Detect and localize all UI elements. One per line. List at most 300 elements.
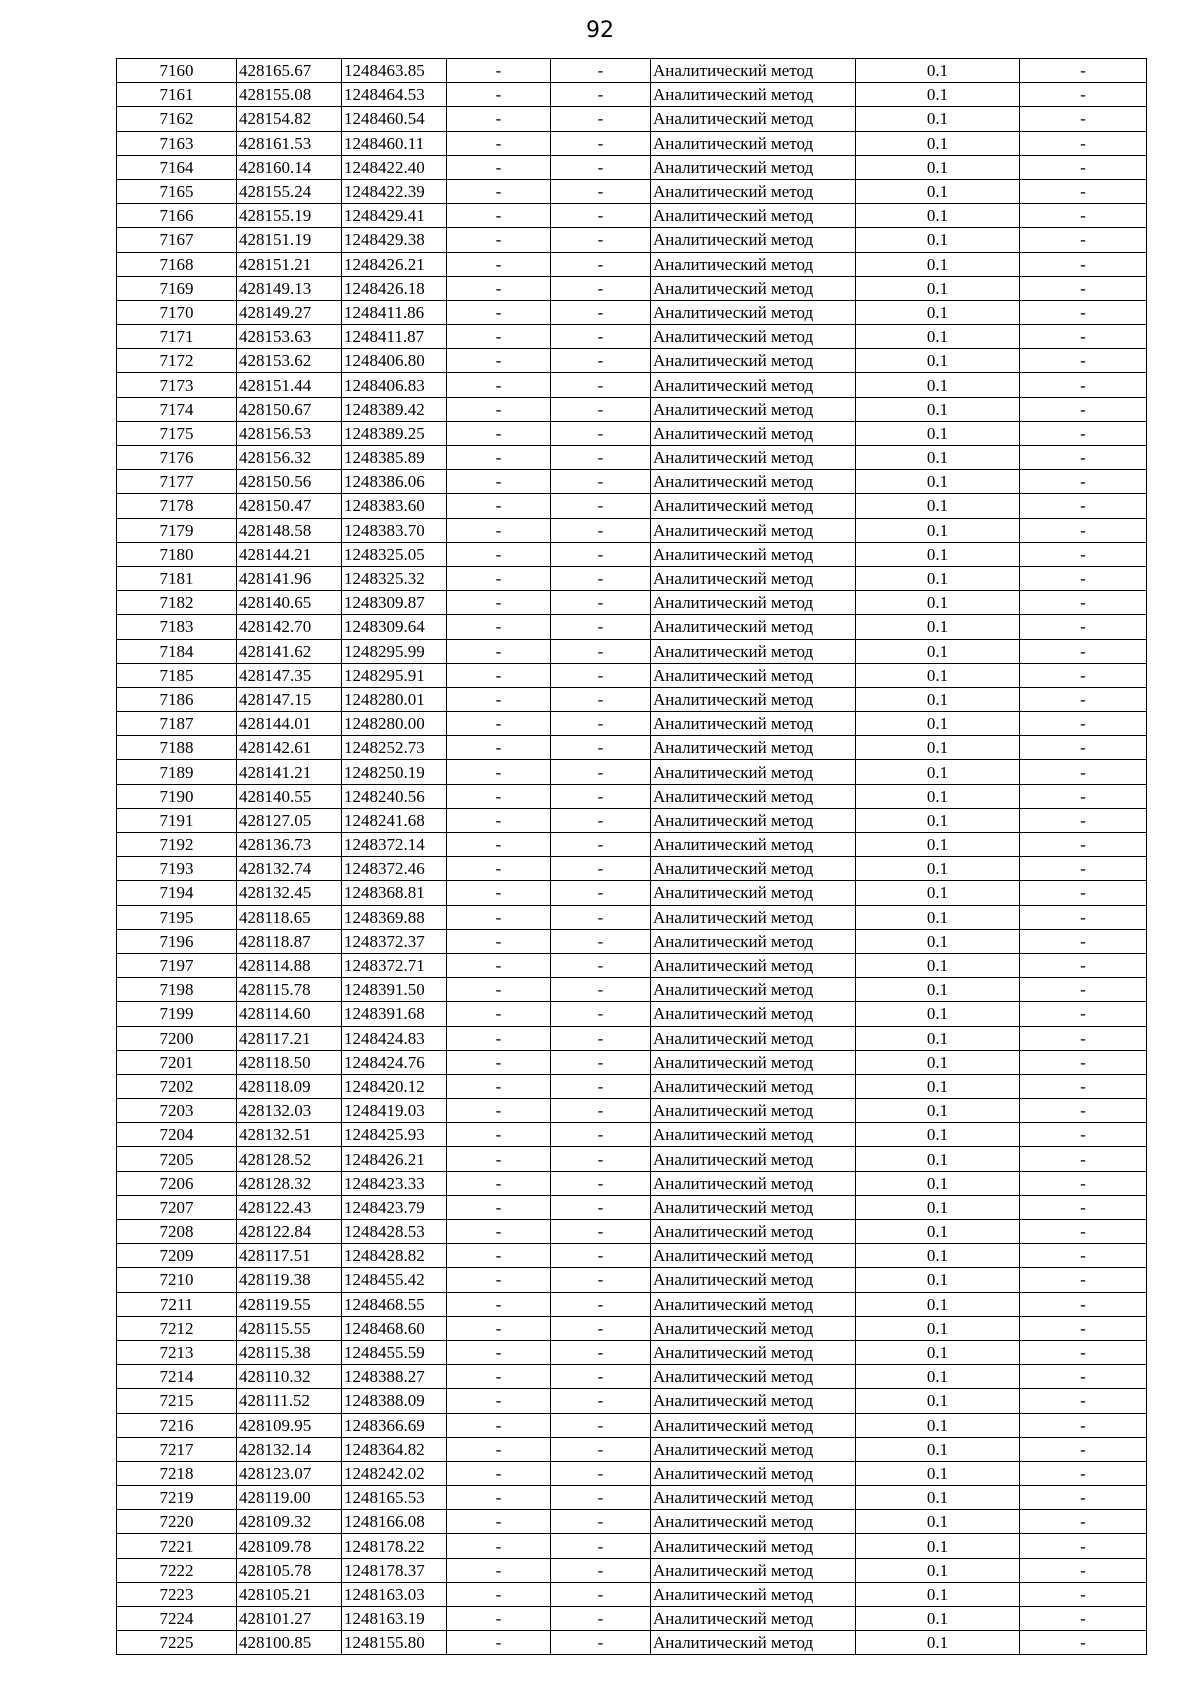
empty-value-cell: - (551, 808, 651, 832)
method-cell: Аналитический метод (651, 591, 856, 615)
y-coordinate-cell: 1248419.03 (342, 1099, 447, 1123)
point-number-cell: 7200 (117, 1026, 237, 1050)
y-coordinate-cell: 1248385.89 (342, 446, 447, 470)
empty-value-cell: - (447, 300, 551, 324)
accuracy-cell: 0.1 (856, 1534, 1020, 1558)
accuracy-cell: 0.1 (856, 978, 1020, 1002)
point-number-cell: 7224 (117, 1607, 237, 1631)
empty-value-cell: - (551, 1365, 651, 1389)
accuracy-cell: 0.1 (856, 373, 1020, 397)
accuracy-cell: 0.1 (856, 1413, 1020, 1437)
empty-value-cell: - (447, 1437, 551, 1461)
empty-value-cell: - (551, 1437, 651, 1461)
point-number-cell: 7172 (117, 349, 237, 373)
y-coordinate-cell: 1248240.56 (342, 784, 447, 808)
accuracy-cell: 0.1 (856, 494, 1020, 518)
point-number-cell: 7190 (117, 784, 237, 808)
empty-value-cell: - (447, 325, 551, 349)
accuracy-cell: 0.1 (856, 639, 1020, 663)
accuracy-cell: 0.1 (856, 1268, 1020, 1292)
x-coordinate-cell: 428144.21 (237, 542, 342, 566)
empty-value-cell: - (1020, 470, 1147, 494)
y-coordinate-cell: 1248463.85 (342, 59, 447, 83)
table-row (117, 1244, 1147, 1268)
empty-value-cell: - (551, 687, 651, 711)
empty-value-cell: - (1020, 1316, 1147, 1340)
empty-value-cell: - (447, 1002, 551, 1026)
table-row (117, 687, 1147, 711)
method-cell: Аналитический метод (651, 1510, 856, 1534)
empty-value-cell: - (447, 1558, 551, 1582)
method-cell: Аналитический метод (651, 179, 856, 203)
x-coordinate-cell: 428156.53 (237, 421, 342, 445)
point-number-cell: 7176 (117, 446, 237, 470)
point-number-cell: 7161 (117, 83, 237, 107)
point-number-cell: 7170 (117, 300, 237, 324)
y-coordinate-cell: 1248163.19 (342, 1607, 447, 1631)
empty-value-cell: - (551, 1558, 651, 1582)
x-coordinate-cell: 428132.45 (237, 881, 342, 905)
y-coordinate-cell: 1248383.70 (342, 518, 447, 542)
table-row (117, 1510, 1147, 1534)
x-coordinate-cell: 428148.58 (237, 518, 342, 542)
accuracy-cell: 0.1 (856, 687, 1020, 711)
empty-value-cell: - (447, 1074, 551, 1098)
x-coordinate-cell: 428160.14 (237, 155, 342, 179)
y-coordinate-cell: 1248429.41 (342, 204, 447, 228)
y-coordinate-cell: 1248420.12 (342, 1074, 447, 1098)
y-coordinate-cell: 1248426.21 (342, 1147, 447, 1171)
point-number-cell: 7163 (117, 131, 237, 155)
point-number-cell: 7206 (117, 1171, 237, 1195)
empty-value-cell: - (447, 1316, 551, 1340)
empty-value-cell: - (1020, 663, 1147, 687)
table-row (117, 325, 1147, 349)
method-cell: Аналитический метод (651, 687, 856, 711)
x-coordinate-cell: 428151.44 (237, 373, 342, 397)
method-cell: Аналитический метод (651, 276, 856, 300)
empty-value-cell: - (1020, 905, 1147, 929)
empty-value-cell: - (447, 1195, 551, 1219)
empty-value-cell: - (447, 1582, 551, 1606)
x-coordinate-cell: 428115.78 (237, 978, 342, 1002)
x-coordinate-cell: 428155.24 (237, 179, 342, 203)
empty-value-cell: - (551, 1389, 651, 1413)
method-cell: Аналитический метод (651, 712, 856, 736)
accuracy-cell: 0.1 (856, 542, 1020, 566)
empty-value-cell: - (551, 155, 651, 179)
empty-value-cell: - (1020, 1147, 1147, 1171)
empty-value-cell: - (551, 59, 651, 83)
empty-value-cell: - (447, 494, 551, 518)
y-coordinate-cell: 1248386.06 (342, 470, 447, 494)
empty-value-cell: - (1020, 1461, 1147, 1485)
y-coordinate-cell: 1248325.05 (342, 542, 447, 566)
empty-value-cell: - (447, 1607, 551, 1631)
method-cell: Аналитический метод (651, 107, 856, 131)
table-row (117, 857, 1147, 881)
y-coordinate-cell: 1248252.73 (342, 736, 447, 760)
empty-value-cell: - (1020, 228, 1147, 252)
empty-value-cell: - (447, 736, 551, 760)
empty-value-cell: - (1020, 1534, 1147, 1558)
x-coordinate-cell: 428150.67 (237, 397, 342, 421)
empty-value-cell: - (1020, 1050, 1147, 1074)
empty-value-cell: - (447, 1340, 551, 1364)
empty-value-cell: - (447, 1510, 551, 1534)
method-cell: Аналитический метод (651, 1171, 856, 1195)
point-number-cell: 7217 (117, 1437, 237, 1461)
method-cell: Аналитический метод (651, 663, 856, 687)
accuracy-cell: 0.1 (856, 107, 1020, 131)
x-coordinate-cell: 428117.21 (237, 1026, 342, 1050)
table-row (117, 470, 1147, 494)
accuracy-cell: 0.1 (856, 1244, 1020, 1268)
empty-value-cell: - (551, 300, 651, 324)
x-coordinate-cell: 428132.03 (237, 1099, 342, 1123)
empty-value-cell: - (551, 953, 651, 977)
y-coordinate-cell: 1248460.11 (342, 131, 447, 155)
accuracy-cell: 0.1 (856, 470, 1020, 494)
y-coordinate-cell: 1248428.82 (342, 1244, 447, 1268)
accuracy-cell: 0.1 (856, 83, 1020, 107)
accuracy-cell: 0.1 (856, 736, 1020, 760)
point-number-cell: 7165 (117, 179, 237, 203)
method-cell: Аналитический метод (651, 808, 856, 832)
table-row (117, 421, 1147, 445)
y-coordinate-cell: 1248422.40 (342, 155, 447, 179)
empty-value-cell: - (1020, 107, 1147, 131)
table-row (117, 978, 1147, 1002)
empty-value-cell: - (551, 470, 651, 494)
table-row (117, 1026, 1147, 1050)
method-cell: Аналитический метод (651, 857, 856, 881)
y-coordinate-cell: 1248155.80 (342, 1631, 447, 1655)
accuracy-cell: 0.1 (856, 252, 1020, 276)
y-coordinate-cell: 1248391.68 (342, 1002, 447, 1026)
accuracy-cell: 0.1 (856, 1002, 1020, 1026)
empty-value-cell: - (551, 615, 651, 639)
accuracy-cell: 0.1 (856, 1607, 1020, 1631)
point-number-cell: 7166 (117, 204, 237, 228)
accuracy-cell: 0.1 (856, 1340, 1020, 1364)
method-cell: Аналитический метод (651, 1582, 856, 1606)
empty-value-cell: - (551, 1147, 651, 1171)
x-coordinate-cell: 428117.51 (237, 1244, 342, 1268)
table-row (117, 1413, 1147, 1437)
y-coordinate-cell: 1248455.59 (342, 1340, 447, 1364)
empty-value-cell: - (447, 1026, 551, 1050)
empty-value-cell: - (1020, 1123, 1147, 1147)
table-row (117, 131, 1147, 155)
method-cell: Аналитический метод (651, 421, 856, 445)
empty-value-cell: - (551, 591, 651, 615)
y-coordinate-cell: 1248422.39 (342, 179, 447, 203)
empty-value-cell: - (447, 179, 551, 203)
table-row (117, 736, 1147, 760)
accuracy-cell: 0.1 (856, 953, 1020, 977)
empty-value-cell: - (551, 397, 651, 421)
x-coordinate-cell: 428119.38 (237, 1268, 342, 1292)
accuracy-cell: 0.1 (856, 1292, 1020, 1316)
empty-value-cell: - (1020, 397, 1147, 421)
method-cell: Аналитический метод (651, 252, 856, 276)
y-coordinate-cell: 1248372.14 (342, 833, 447, 857)
point-number-cell: 7192 (117, 833, 237, 857)
accuracy-cell: 0.1 (856, 615, 1020, 639)
empty-value-cell: - (551, 1510, 651, 1534)
empty-value-cell: - (551, 1607, 651, 1631)
accuracy-cell: 0.1 (856, 325, 1020, 349)
empty-value-cell: - (447, 1244, 551, 1268)
empty-value-cell: - (447, 276, 551, 300)
accuracy-cell: 0.1 (856, 833, 1020, 857)
point-number-cell: 7174 (117, 397, 237, 421)
accuracy-cell: 0.1 (856, 566, 1020, 590)
y-coordinate-cell: 1248411.86 (342, 300, 447, 324)
x-coordinate-cell: 428142.70 (237, 615, 342, 639)
empty-value-cell: - (1020, 953, 1147, 977)
empty-value-cell: - (447, 639, 551, 663)
empty-value-cell: - (447, 760, 551, 784)
accuracy-cell: 0.1 (856, 1220, 1020, 1244)
point-number-cell: 7204 (117, 1123, 237, 1147)
empty-value-cell: - (551, 1171, 651, 1195)
empty-value-cell: - (551, 663, 651, 687)
y-coordinate-cell: 1248388.09 (342, 1389, 447, 1413)
y-coordinate-cell: 1248424.83 (342, 1026, 447, 1050)
method-cell: Аналитический метод (651, 1413, 856, 1437)
x-coordinate-cell: 428132.51 (237, 1123, 342, 1147)
point-number-cell: 7223 (117, 1582, 237, 1606)
empty-value-cell: - (551, 542, 651, 566)
empty-value-cell: - (447, 107, 551, 131)
accuracy-cell: 0.1 (856, 228, 1020, 252)
accuracy-cell: 0.1 (856, 1195, 1020, 1219)
x-coordinate-cell: 428114.60 (237, 1002, 342, 1026)
method-cell: Аналитический метод (651, 542, 856, 566)
y-coordinate-cell: 1248426.21 (342, 252, 447, 276)
empty-value-cell: - (551, 179, 651, 203)
x-coordinate-cell: 428122.43 (237, 1195, 342, 1219)
x-coordinate-cell: 428118.09 (237, 1074, 342, 1098)
empty-value-cell: - (1020, 1510, 1147, 1534)
table-row (117, 300, 1147, 324)
table-body (117, 59, 1147, 1655)
method-cell: Аналитический метод (651, 1534, 856, 1558)
empty-value-cell: - (1020, 833, 1147, 857)
empty-value-cell: - (1020, 1026, 1147, 1050)
table-row (117, 905, 1147, 929)
point-number-cell: 7182 (117, 591, 237, 615)
point-number-cell: 7199 (117, 1002, 237, 1026)
empty-value-cell: - (1020, 349, 1147, 373)
x-coordinate-cell: 428128.32 (237, 1171, 342, 1195)
x-coordinate-cell: 428153.62 (237, 349, 342, 373)
table-row (117, 252, 1147, 276)
method-cell: Аналитический метод (651, 1220, 856, 1244)
method-cell: Аналитический метод (651, 83, 856, 107)
x-coordinate-cell: 428151.19 (237, 228, 342, 252)
x-coordinate-cell: 428151.21 (237, 252, 342, 276)
table-row (117, 1461, 1147, 1485)
point-number-cell: 7178 (117, 494, 237, 518)
empty-value-cell: - (1020, 131, 1147, 155)
empty-value-cell: - (551, 204, 651, 228)
method-cell: Аналитический метод (651, 1050, 856, 1074)
table-row (117, 179, 1147, 203)
table-row (117, 833, 1147, 857)
x-coordinate-cell: 428141.96 (237, 566, 342, 590)
table-row (117, 494, 1147, 518)
table-row (117, 1171, 1147, 1195)
method-cell: Аналитический метод (651, 1026, 856, 1050)
x-coordinate-cell: 428114.88 (237, 953, 342, 977)
table-row (117, 1340, 1147, 1364)
method-cell: Аналитический метод (651, 446, 856, 470)
empty-value-cell: - (551, 228, 651, 252)
method-cell: Аналитический метод (651, 59, 856, 83)
method-cell: Аналитический метод (651, 1244, 856, 1268)
point-number-cell: 7218 (117, 1461, 237, 1485)
accuracy-cell: 0.1 (856, 446, 1020, 470)
point-number-cell: 7215 (117, 1389, 237, 1413)
empty-value-cell: - (551, 107, 651, 131)
empty-value-cell: - (1020, 1582, 1147, 1606)
page-number: 92 (586, 18, 614, 43)
empty-value-cell: - (1020, 1195, 1147, 1219)
empty-value-cell: - (1020, 204, 1147, 228)
empty-value-cell: - (447, 1389, 551, 1413)
method-cell: Аналитический метод (651, 155, 856, 179)
table-row (117, 397, 1147, 421)
empty-value-cell: - (1020, 325, 1147, 349)
x-coordinate-cell: 428109.78 (237, 1534, 342, 1558)
point-number-cell: 7220 (117, 1510, 237, 1534)
empty-value-cell: - (1020, 1268, 1147, 1292)
empty-value-cell: - (1020, 1437, 1147, 1461)
accuracy-cell: 0.1 (856, 663, 1020, 687)
table-row (117, 228, 1147, 252)
empty-value-cell: - (447, 397, 551, 421)
point-number-cell: 7219 (117, 1486, 237, 1510)
empty-value-cell: - (447, 155, 551, 179)
empty-value-cell: - (551, 905, 651, 929)
accuracy-cell: 0.1 (856, 1123, 1020, 1147)
y-coordinate-cell: 1248424.76 (342, 1050, 447, 1074)
point-number-cell: 7184 (117, 639, 237, 663)
y-coordinate-cell: 1248369.88 (342, 905, 447, 929)
method-cell: Аналитический метод (651, 953, 856, 977)
accuracy-cell: 0.1 (856, 1026, 1020, 1050)
empty-value-cell: - (1020, 1074, 1147, 1098)
x-coordinate-cell: 428132.74 (237, 857, 342, 881)
method-cell: Аналитический метод (651, 1074, 856, 1098)
empty-value-cell: - (1020, 1486, 1147, 1510)
empty-value-cell: - (1020, 1558, 1147, 1582)
empty-value-cell: - (447, 687, 551, 711)
x-coordinate-cell: 428105.78 (237, 1558, 342, 1582)
empty-value-cell: - (551, 1123, 651, 1147)
accuracy-cell: 0.1 (856, 1486, 1020, 1510)
accuracy-cell: 0.1 (856, 518, 1020, 542)
point-number-cell: 7210 (117, 1268, 237, 1292)
method-cell: Аналитический метод (651, 833, 856, 857)
empty-value-cell: - (447, 1220, 551, 1244)
empty-value-cell: - (551, 252, 651, 276)
point-number-cell: 7164 (117, 155, 237, 179)
empty-value-cell: - (551, 639, 651, 663)
empty-value-cell: - (1020, 1171, 1147, 1195)
table-row (117, 1486, 1147, 1510)
y-coordinate-cell: 1248429.38 (342, 228, 447, 252)
accuracy-cell: 0.1 (856, 1582, 1020, 1606)
empty-value-cell: - (551, 276, 651, 300)
method-cell: Аналитический метод (651, 1292, 856, 1316)
accuracy-cell: 0.1 (856, 808, 1020, 832)
method-cell: Аналитический метод (651, 373, 856, 397)
table-row (117, 808, 1147, 832)
method-cell: Аналитический метод (651, 228, 856, 252)
y-coordinate-cell: 1248241.68 (342, 808, 447, 832)
empty-value-cell: - (1020, 881, 1147, 905)
method-cell: Аналитический метод (651, 494, 856, 518)
method-cell: Аналитический метод (651, 1486, 856, 1510)
x-coordinate-cell: 428154.82 (237, 107, 342, 131)
table-row (117, 953, 1147, 977)
accuracy-cell: 0.1 (856, 1050, 1020, 1074)
table-row (117, 1534, 1147, 1558)
empty-value-cell: - (551, 1026, 651, 1050)
empty-value-cell: - (551, 566, 651, 590)
y-coordinate-cell: 1248295.91 (342, 663, 447, 687)
accuracy-cell: 0.1 (856, 155, 1020, 179)
point-number-cell: 7160 (117, 59, 237, 83)
x-coordinate-cell: 428141.21 (237, 760, 342, 784)
accuracy-cell: 0.1 (856, 131, 1020, 155)
y-coordinate-cell: 1248295.99 (342, 639, 447, 663)
empty-value-cell: - (447, 833, 551, 857)
accuracy-cell: 0.1 (856, 1365, 1020, 1389)
accuracy-cell: 0.1 (856, 1510, 1020, 1534)
y-coordinate-cell: 1248406.80 (342, 349, 447, 373)
method-cell: Аналитический метод (651, 1461, 856, 1485)
empty-value-cell: - (1020, 1002, 1147, 1026)
empty-value-cell: - (447, 857, 551, 881)
table-row (117, 1002, 1147, 1026)
method-cell: Аналитический метод (651, 397, 856, 421)
y-coordinate-cell: 1248428.53 (342, 1220, 447, 1244)
point-number-cell: 7173 (117, 373, 237, 397)
x-coordinate-cell: 428118.50 (237, 1050, 342, 1074)
point-number-cell: 7197 (117, 953, 237, 977)
empty-value-cell: - (447, 446, 551, 470)
x-coordinate-cell: 428109.32 (237, 1510, 342, 1534)
method-cell: Аналитический метод (651, 1123, 856, 1147)
x-coordinate-cell: 428165.67 (237, 59, 342, 83)
point-number-cell: 7196 (117, 929, 237, 953)
y-coordinate-cell: 1248388.27 (342, 1365, 447, 1389)
empty-value-cell: - (551, 857, 651, 881)
empty-value-cell: - (1020, 421, 1147, 445)
table-row (117, 542, 1147, 566)
accuracy-cell: 0.1 (856, 1147, 1020, 1171)
y-coordinate-cell: 1248411.87 (342, 325, 447, 349)
empty-value-cell: - (551, 1002, 651, 1026)
y-coordinate-cell: 1248165.53 (342, 1486, 447, 1510)
empty-value-cell: - (1020, 1220, 1147, 1244)
empty-value-cell: - (551, 518, 651, 542)
